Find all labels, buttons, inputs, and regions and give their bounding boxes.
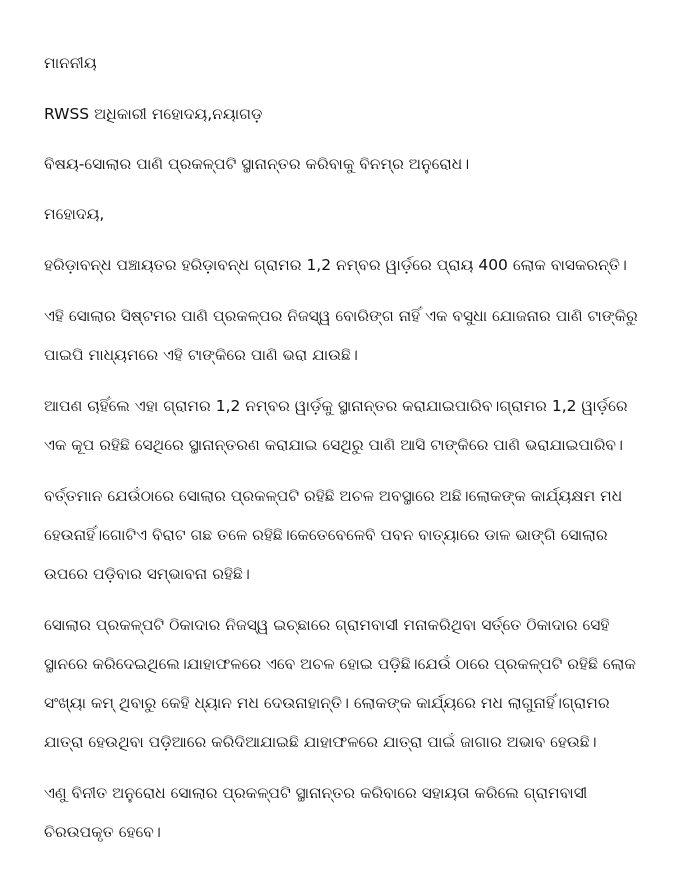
salutation: ମାନନୀୟ xyxy=(44,54,97,72)
body-paragraph: ସୋଲାର ପ୍ରକଳ୍ପଟି ଠିକାଦାର ନିଜସ୍ୱ ଇଚ୍ଛାରେ ଗ୍ରାମବାସୀ ମନାକରିଥିବା ସର୍ତ୍ତେ ଠିକାଦାର ସେହି ସ୍ଥାନରେ କରିଦେଇଥିଲେ।ଯାହାଫଳରେ ଏବେ ଅଚଳ ହୋଇ ପଡ଼ିଛି।ଯେଉଁ ଠାରେ ପ୍ରକଳ୍ପଟି ରହିଛି ଲୋକ ସଂଖ୍ୟା କମ୍ ଥିବାରୁ କେହି ଧ୍ୟାନ ମଧ ଦେଉନାହାନ୍ତି। ଲୋକଙ୍କ କାର୍ଯ୍ୟରେ ମଧ ଲାଗୁନାହିଁ।ଗ୍ରାମର ଯାତ୍ରା ହେଉଥିବା ପଡ଼ିଆରେ କରିଦିଆଯାଇଛି ଯାହାଫଳରେ ଯାତ୍ରା ପାଇଁ ଜାଗାର ଅଭାବ ହେଉଛି। xyxy=(44,616,636,751)
body-paragraph: ଏହି ସୋଲାର ସିଷ୍ଟମର ପାଣି ପ୍ରକଳ୍ପର ନିଜସ୍ୱ ବୋରିଙ୍ଗ ନାହିଁ ଏକ ବସୁଧା ଯୋଜନାର ପାଣି ଟାଙ୍କିରୁ ପାଇପି ମାଧ୍ୟମରେ ଏହି ଟାଙ୍କିରେ ପାଣି ଭରା ଯାଉଛି। xyxy=(44,307,638,364)
addressee: RWSS ଅଧିକାରୀ ମହୋଦୟ,ନୟାଗଡ଼ xyxy=(44,105,263,123)
greeting: ମହୋଦୟ, xyxy=(44,205,105,223)
body-paragraph: ଆପଣ ଚାହିଁଲେ ଏହା ଗ୍ରାମର 1,2 ନମ୍ବର ୱାର୍ଡ଼କୁ ସ୍ଥାନାନ୍ତର କରାଯାଇପାରିବ।ଗ୍ରାମର 1,2 ୱାର୍ଡ଼ରେ ଏକ କୂପ ରହିଛି ସେଥିରେ ସ୍ଥାନାନ୍ତରଣ କରାଯାଇ ସେଥିରୁ ପାଣି ଆସି ଟାଙ୍କିରେ ପାଣି ଭରାଯାଇପାରିବ। xyxy=(44,397,628,454)
body-paragraph: ହରିଡ଼ାବନ୍ଧ ପଞ୍ଚାୟତର ହରିଡ଼ାବନ୍ଧ ଗ୍ରାମର 1,2 ନମ୍ବର ୱାର୍ଡ଼ରେ ପ୍ରାୟ 400 ଲୋକ ବାସକରନ୍ତି। xyxy=(44,256,627,274)
subject-line: ବିଷୟ-ସୋଲାର ପାଣି ପ୍ରକଳ୍ପଟି ସ୍ଥାନାନ୍ତର କରିବାକୁ ବିନମ୍ର ଅନୁରୋଧ। xyxy=(44,155,470,173)
body-paragraph: ବର୍ତ୍ତମାନ ଯେଉଁଠାରେ ସୋଲାର ପ୍ରକଳ୍ପଟି ରହିଛି ଅଚଳ ଅବସ୍ଥାରେ ଅଛି।ଲୋକଙ୍କ କାର୍ଯ୍ୟକ୍ଷମ ମଧ ହେଉନାହିଁ।ଗୋଟିଏ ବିରାଟ ଗଛ ତଳେ ରହିଛି।କେତେବେଳେବି ପବନ ବାତ୍ୟାରେ ଡାଳ ଭାଙ୍ଗି ସୋଲାର ଉପରେ ପଡ଼ିବାର ସମ୍ଭାବନା ରହିଛି। xyxy=(44,487,623,583)
body-paragraph: ଏଣୁ ବିନୀତ ଅନୁରୋଧ ସୋଲାର ପ୍ରକଳ୍ପଟି ସ୍ଥାନାନ୍ତର କରିବାରେ ସହାୟତା କରିଲେ ଗ୍ରାମବାସୀ ଚିରଉପକୃତ ହେବେ। xyxy=(44,784,588,841)
